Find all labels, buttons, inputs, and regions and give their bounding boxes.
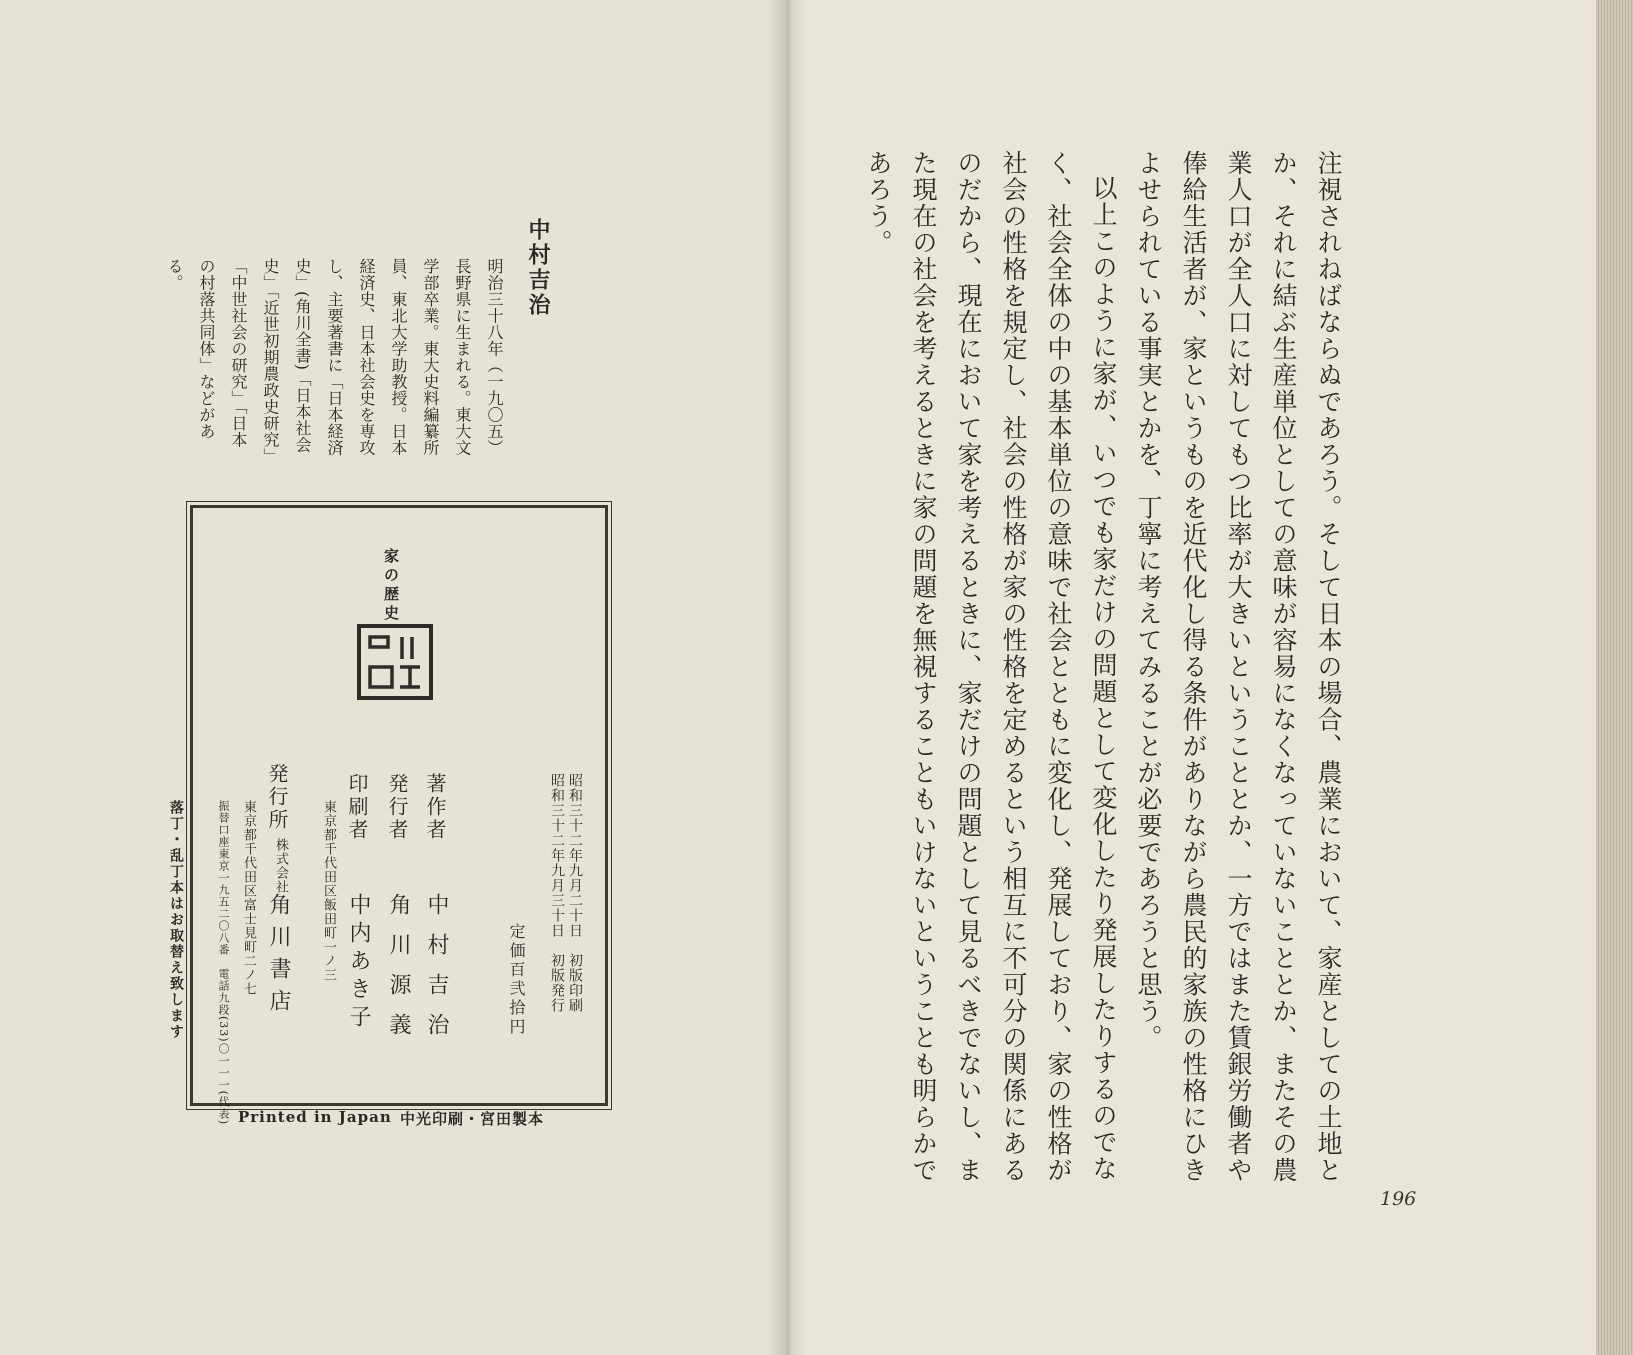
issuer-phone: 振替口座東京一九五二〇八番 電話九段(33)〇一一一(代表) (217, 800, 230, 1126)
issuer-corp: 株式会社 (273, 838, 288, 894)
colophon-title: 家の歴史 (382, 548, 400, 624)
date-published: 昭和三十二年九月三十日 初版発行 (549, 773, 565, 1013)
paragraph: 注視されねばならぬであろう。そして日本の場合、農業において、家産としての土地とか、それに結ぶ生産単位としての意味が容易になくなっていないこととか、またその農業人口が全人口に対してもつ比率が大きいということとか、一方ではまた賃銀労働者や俸給生活者が、家というものを近代化し得る条件がありながら農民的家族の性格にひきよせられている事実とかを、丁寧に考えてみることが必要であろうと思う。 (1134, 150, 1343, 1184)
printer-label: 印刷者 (345, 773, 369, 842)
page-number: 196 (1380, 1188, 1417, 1210)
price: 定価百弐拾円 (507, 923, 526, 1037)
author-name-colophon: 中村吉治 (424, 893, 449, 1053)
page-edges (1596, 0, 1633, 1355)
issuer-name: 角川書店 (266, 893, 291, 1021)
colophon-footer (238, 1108, 568, 1126)
book-gutter (768, 0, 808, 1355)
publisher-name: 角川源義 (386, 893, 411, 1053)
printers-binders: 中光印刷・宮田製本 (400, 1110, 545, 1128)
publisher-seal-icon (356, 623, 434, 701)
author-label: 著作者 (423, 773, 447, 842)
author-bio: 明治三十八年（一九〇五）長野県に生まれる。東大文学部卒業。東大史料編纂所員、東北大学助教授。日本経済史、日本社会史を専攻し、主要著書に「日本経済史」(角川全書)「日本社会史」「近世初期農政史研究」「中世社会の研究」「日本の村落共同体」などがある。 (165, 258, 504, 457)
printer-name: 中内あき子 (346, 893, 371, 1033)
issuer-label: 発行所 (265, 763, 289, 832)
paragraph: 以上このように家が、いつでも家だけの問題として変化したり発展したりするのでなく、社会全体の中の基本単位の意味で社会とともに変化し、発展しており、家の性格が社会の性格を規定し、社会の性格が家の性格を定めるという相互に不可分の関係にあるのだから、現在において家を考えるときに、家だけの問題として見るべきでないし、また現在の社会を考えるときに家の問題を無視することもいけないということも明らかであろう。 (864, 150, 1118, 1184)
issuer-address: 東京都千代田区富士見町二ノ七 (241, 800, 256, 996)
publisher-label: 発行者 (385, 773, 409, 842)
date-printed: 昭和三十二年九月二十日 初版印刷 (567, 773, 583, 1013)
printer-address: 東京都千代田区飯田町一ノ三 (321, 800, 336, 982)
left-page (0, 0, 788, 1355)
printed-in-japan: Printed in Japan (238, 1108, 392, 1126)
author-name: 中村吉治 (525, 218, 551, 318)
replacement-notice: 落丁・乱丁本はお取替え致します (168, 800, 184, 1040)
right-page (788, 0, 1596, 1355)
body-text (856, 150, 1351, 1190)
